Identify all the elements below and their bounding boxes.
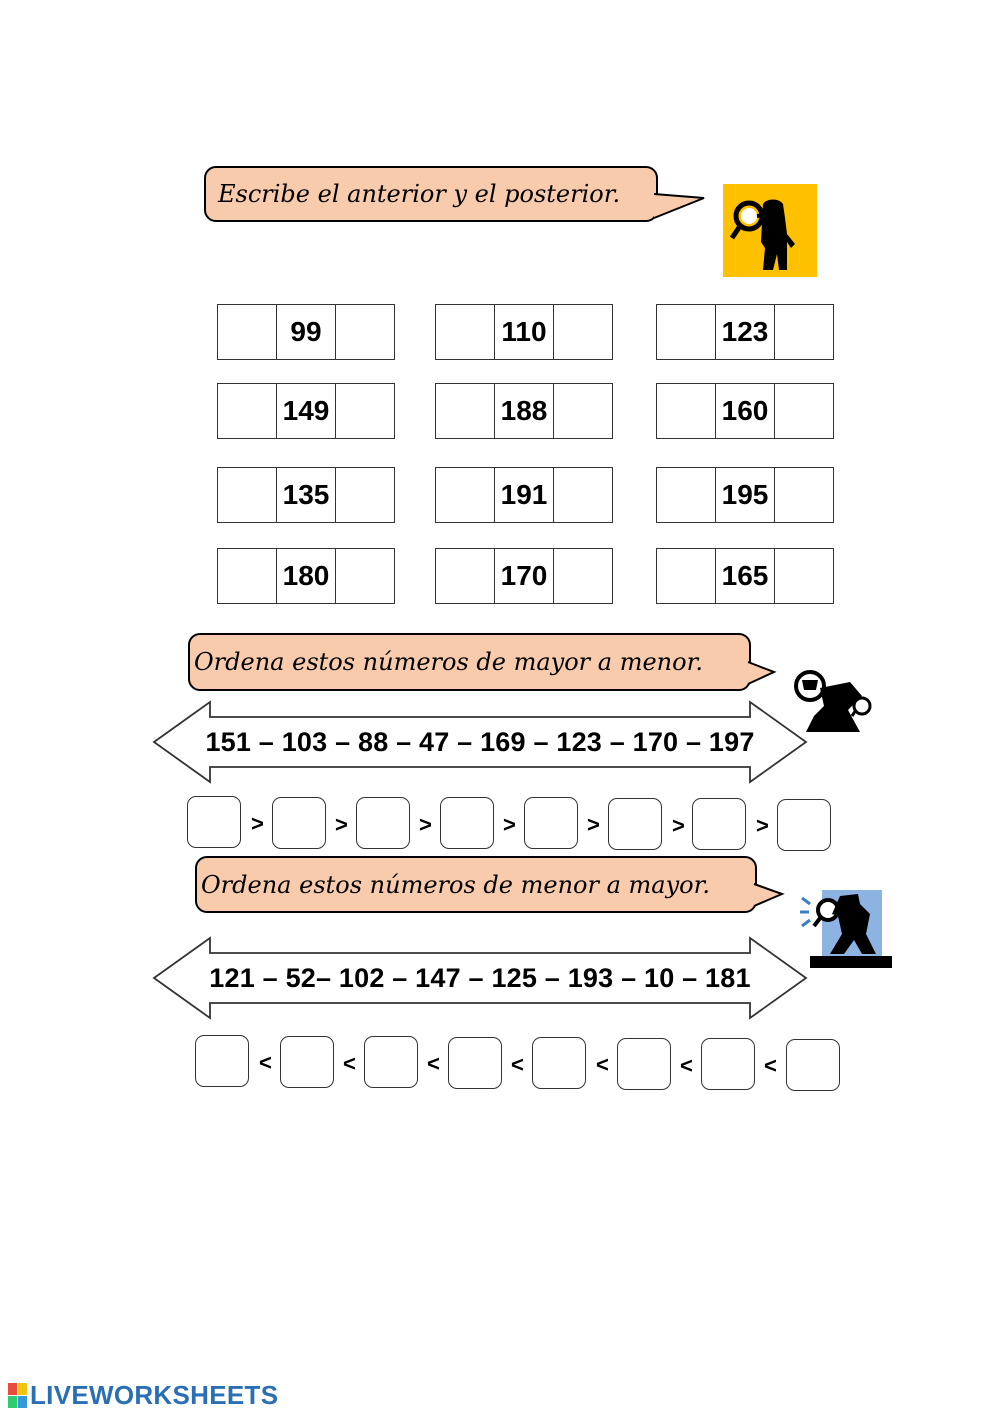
bubble-tail-2 — [748, 660, 778, 688]
number-sequence-2: 121 – 52– 102 – 147 – 125 – 193 – 10 – 181 — [209, 962, 751, 993]
greater-than-sign: > — [672, 813, 685, 838]
given-number: 165 — [715, 548, 775, 604]
order-box-5[interactable] — [532, 1037, 586, 1089]
number-group-r4c3 — [656, 548, 834, 604]
instruction-bubble-3 — [195, 856, 757, 913]
order-box-6[interactable] — [608, 798, 662, 850]
order-box-8[interactable] — [777, 799, 831, 851]
given-number: 135 — [276, 467, 336, 523]
order-box-7[interactable] — [692, 798, 746, 850]
number-arrow-2 — [152, 936, 808, 1020]
answer-before-box[interactable] — [435, 467, 495, 523]
given-number: 149 — [276, 383, 336, 439]
less-than-sign: < — [343, 1051, 356, 1076]
greater-than-sign: > — [251, 811, 264, 836]
answer-after-box[interactable] — [553, 548, 613, 604]
less-than-sign: < — [427, 1051, 440, 1076]
number-group-r1c2 — [435, 304, 613, 360]
liveworksheets-logo-icon — [8, 1383, 27, 1408]
answer-after-box[interactable] — [774, 304, 834, 360]
number-group-r4c1 — [217, 548, 395, 604]
answer-after-box[interactable] — [335, 467, 395, 523]
number-group-r3c3 — [656, 467, 834, 523]
instruction-text-1: Escribe el anterior y el posterior. — [218, 180, 621, 208]
less-than-sign: < — [680, 1053, 693, 1078]
given-number: 170 — [494, 548, 554, 604]
less-than-sign: < — [764, 1053, 777, 1078]
number-arrow-1 — [152, 700, 808, 784]
answer-before-box[interactable] — [435, 383, 495, 439]
answer-before-box[interactable] — [656, 304, 716, 360]
greater-than-sign: > — [335, 812, 348, 837]
brand-name: LIVEWORKSHEETS — [30, 1380, 279, 1410]
order-box-4[interactable] — [440, 797, 494, 849]
number-group-r2c3 — [656, 383, 834, 439]
answer-before-box[interactable] — [217, 548, 277, 604]
order-box-7[interactable] — [701, 1038, 755, 1090]
instruction-text-2: Ordena estos números de mayor a menor. — [194, 648, 704, 676]
answer-before-box[interactable] — [435, 548, 495, 604]
answer-before-box[interactable] — [217, 304, 277, 360]
order-box-1[interactable] — [187, 796, 241, 848]
order-box-4[interactable] — [448, 1037, 502, 1089]
order-box-8[interactable] — [786, 1039, 840, 1091]
order-box-1[interactable] — [195, 1035, 249, 1087]
answer-after-box[interactable] — [335, 304, 395, 360]
answer-after-box[interactable] — [774, 548, 834, 604]
given-number: 188 — [494, 383, 554, 439]
order-box-2[interactable] — [280, 1036, 334, 1088]
order-box-3[interactable] — [364, 1036, 418, 1088]
answer-after-box[interactable] — [774, 383, 834, 439]
answer-before-box[interactable] — [656, 548, 716, 604]
given-number: 180 — [276, 548, 336, 604]
answer-after-box[interactable] — [553, 383, 613, 439]
number-group-r3c1 — [217, 467, 395, 523]
footer-brand[interactable] — [8, 1380, 278, 1411]
less-than-sign: < — [596, 1052, 609, 1077]
order-box-3[interactable] — [356, 797, 410, 849]
answer-before-box[interactable] — [217, 383, 277, 439]
given-number: 191 — [494, 467, 554, 523]
answer-after-box[interactable] — [335, 383, 395, 439]
order-box-2[interactable] — [272, 797, 326, 849]
number-sequence-1: 151 – 103 – 88 – 47 – 169 – 123 – 170 – 197 — [205, 726, 755, 757]
number-group-r2c2 — [435, 383, 613, 439]
answer-after-box[interactable] — [774, 467, 834, 523]
greater-than-sign: > — [503, 812, 516, 837]
number-group-r3c2 — [435, 467, 613, 523]
less-than-sign: < — [259, 1050, 272, 1075]
greater-than-sign: > — [756, 813, 769, 838]
number-group-r4c2 — [435, 548, 613, 604]
given-number: 110 — [494, 304, 554, 360]
answer-after-box[interactable] — [553, 467, 613, 523]
instruction-text-3: Ordena estos números de menor a mayor. — [201, 870, 711, 899]
greater-than-sign: > — [419, 812, 432, 837]
instruction-bubble-2 — [188, 633, 751, 691]
number-group-r2c1 — [217, 383, 395, 439]
given-number: 99 — [276, 304, 336, 360]
answer-before-box[interactable] — [435, 304, 495, 360]
bubble-tail-1 — [654, 192, 706, 222]
order-box-5[interactable] — [524, 797, 578, 849]
answer-before-box[interactable] — [656, 383, 716, 439]
less-than-sign: < — [511, 1052, 524, 1077]
greater-than-sign: > — [587, 812, 600, 837]
given-number: 160 — [715, 383, 775, 439]
answer-after-box[interactable] — [553, 304, 613, 360]
answer-before-box[interactable] — [217, 467, 277, 523]
given-number: 195 — [715, 467, 775, 523]
number-group-r1c3 — [656, 304, 834, 360]
detective-running-icon — [800, 890, 894, 972]
number-group-r1c1 — [217, 304, 395, 360]
given-number: 123 — [715, 304, 775, 360]
instruction-bubble-1 — [204, 166, 658, 222]
answer-after-box[interactable] — [335, 548, 395, 604]
answer-before-box[interactable] — [656, 467, 716, 523]
bubble-tail-3 — [754, 882, 786, 910]
detective-magnifier-icon — [723, 184, 817, 277]
order-box-6[interactable] — [617, 1038, 671, 1090]
